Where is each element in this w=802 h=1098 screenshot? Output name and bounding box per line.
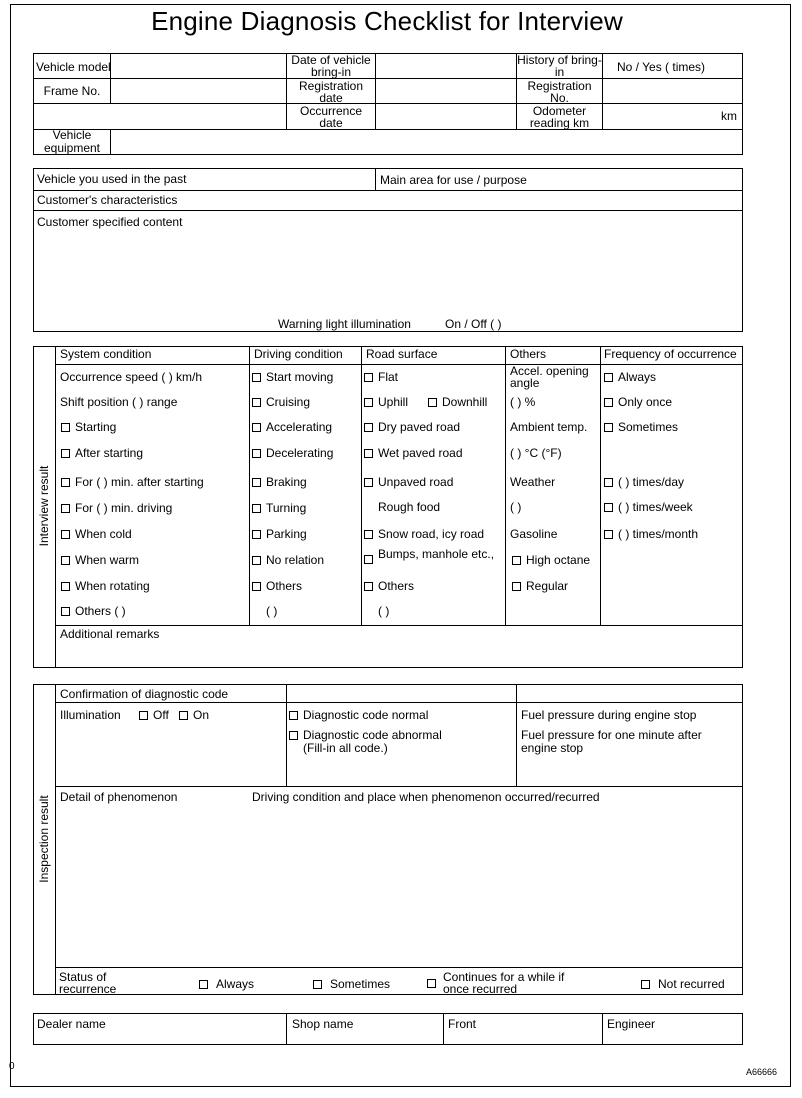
code-abnormal-item[interactable]: Diagnostic code abnormal <box>289 729 442 742</box>
header-system: System condition <box>60 347 152 361</box>
checkbox-icon[interactable] <box>289 711 298 720</box>
illumination-off-item[interactable]: Off <box>139 709 169 722</box>
dry-paved-item[interactable]: Dry paved road <box>364 421 460 434</box>
code-normal-item[interactable]: Diagnostic code normal <box>289 709 428 722</box>
no-relation-item[interactable]: No relation <box>252 554 324 567</box>
recurrence-not-recurred-item[interactable]: Not recurred <box>641 978 725 991</box>
header-road: Road surface <box>366 347 438 361</box>
always-item[interactable]: Always <box>604 371 656 384</box>
page-title: Engine Diagnosis Checklist for Interview <box>151 6 623 36</box>
confirmation-code-label: Confirmation of diagnostic code <box>60 687 229 701</box>
checkbox-icon[interactable] <box>61 504 70 513</box>
gasoline-label: Gasoline <box>510 527 558 541</box>
for-min-driving-item[interactable]: For ( ) min. driving <box>61 502 172 515</box>
checkbox-icon[interactable] <box>604 373 613 382</box>
checkbox-icon[interactable] <box>252 373 261 382</box>
ambient-temp-label: Ambient temp. <box>510 420 588 434</box>
recurrence-continues-item[interactable]: Continues for a while if once recurred <box>427 971 577 995</box>
weather-label: Weather <box>510 475 556 489</box>
times-per-week-item[interactable]: ( ) times/week <box>604 501 693 514</box>
checkbox-icon[interactable] <box>427 979 436 988</box>
checkbox-icon[interactable] <box>364 423 373 432</box>
past-vehicle-label: Vehicle you used in the past <box>37 172 187 186</box>
additional-remarks-label: Additional remarks <box>60 627 160 641</box>
recurrence-status-label: Status of recurrence <box>59 970 117 996</box>
checkbox-icon[interactable] <box>364 530 373 539</box>
illumination-label: Illumination <box>60 708 121 722</box>
sometimes-item[interactable]: Sometimes <box>604 421 678 434</box>
odometer-label: Odometer reading km <box>529 104 590 130</box>
times-per-day-item[interactable]: ( ) times/day <box>604 476 684 489</box>
braking-item[interactable]: Braking <box>252 476 307 489</box>
checkbox-icon[interactable] <box>364 555 373 564</box>
snow-road-item[interactable]: Snow road, icy road <box>364 528 484 541</box>
registration-no-label: Registration No. <box>527 79 592 105</box>
checkbox-icon[interactable] <box>364 373 373 382</box>
wet-paved-item[interactable]: Wet paved road <box>364 447 463 460</box>
checkbox-icon[interactable] <box>364 478 373 487</box>
dealer-name-label: Dealer name <box>37 1017 106 1031</box>
checkbox-icon[interactable] <box>428 398 437 407</box>
checkbox-icon[interactable] <box>641 980 650 989</box>
engineer-label: Engineer <box>607 1017 656 1031</box>
fuel-minute-label: Fuel pressure for one minute after engine stop <box>521 728 702 755</box>
checkbox-icon[interactable] <box>61 607 70 616</box>
fuel-stop-label: Fuel pressure during engine stop <box>521 708 697 722</box>
checkbox-icon[interactable] <box>252 504 261 513</box>
high-octane-item[interactable]: High octane <box>512 554 590 567</box>
downhill-item[interactable]: Downhill <box>428 396 487 409</box>
interview-side-label: Interview result <box>37 465 51 547</box>
history-value[interactable]: No / Yes ( times) <box>617 60 706 74</box>
recurrence-sometimes-item[interactable]: Sometimes <box>313 978 390 991</box>
warning-light-value[interactable]: On / Off ( ) <box>445 317 502 331</box>
checkbox-icon[interactable] <box>604 423 613 432</box>
driving-others-item[interactable]: Others <box>252 580 302 593</box>
checkbox-icon[interactable] <box>252 582 261 591</box>
turning-item[interactable]: Turning <box>252 502 306 515</box>
checkbox-icon[interactable] <box>252 556 261 565</box>
checkbox-icon[interactable] <box>61 556 70 565</box>
checkbox-icon[interactable] <box>252 449 261 458</box>
odometer-unit: km <box>721 109 737 123</box>
starting-item[interactable]: Starting <box>61 421 116 434</box>
only-once-item[interactable]: Only once <box>604 396 672 409</box>
checkbox-icon[interactable] <box>313 980 322 989</box>
checkbox-icon[interactable] <box>252 423 261 432</box>
regular-item[interactable]: Regular <box>512 580 568 593</box>
decelerating-item[interactable]: Decelerating <box>252 447 333 460</box>
characteristics-label: Customer's characteristics <box>37 193 178 207</box>
checkbox-icon[interactable] <box>61 582 70 591</box>
fill-in-note: (Fill-in all code.) <box>303 741 388 755</box>
main-area-label: Main area for use / purpose <box>380 173 527 187</box>
when-warm-item[interactable]: When warm <box>61 554 139 567</box>
checkbox-icon[interactable] <box>61 449 70 458</box>
checkbox-icon[interactable] <box>604 530 613 539</box>
checkbox-icon[interactable] <box>61 530 70 539</box>
driving-place-label: Driving condition and place when phenomenon occurred/recurred <box>252 790 600 804</box>
parking-item[interactable]: Parking <box>252 528 307 541</box>
cruising-item[interactable]: Cruising <box>252 396 310 409</box>
checkbox-icon[interactable] <box>604 478 613 487</box>
checkbox-icon[interactable] <box>199 980 208 989</box>
occurrence-date-label: Occurrence date <box>299 104 363 130</box>
checkbox-icon[interactable] <box>512 556 521 565</box>
frame-no-label: Frame No. <box>43 84 101 98</box>
front-label: Front <box>448 1017 477 1031</box>
occurrence-speed-field[interactable]: Occurrence speed ( ) km/h <box>60 370 203 384</box>
history-label: History of bring-in <box>517 53 602 79</box>
road-others-field[interactable]: ( ) <box>378 604 390 618</box>
checkbox-icon[interactable] <box>289 731 298 740</box>
checkbox-icon[interactable] <box>179 711 188 720</box>
header-driving: Driving condition <box>254 347 343 361</box>
detail-phenomenon-label: Detail of phenomenon <box>60 790 178 804</box>
accel-angle-label: Accel. opening angle <box>510 364 589 390</box>
recurrence-always-item[interactable]: Always <box>199 978 254 991</box>
flat-item[interactable]: Flat <box>364 371 398 384</box>
checkbox-icon[interactable] <box>364 449 373 458</box>
for-min-after-item[interactable]: For ( ) min. after starting <box>61 476 204 489</box>
checkbox-icon[interactable] <box>252 398 261 407</box>
bumps-item[interactable]: Bumps, manhole etc., <box>364 548 500 560</box>
checkbox-icon[interactable] <box>61 478 70 487</box>
checkbox-icon[interactable] <box>364 398 373 407</box>
illumination-on-item[interactable]: On <box>179 709 209 722</box>
checkbox-icon[interactable] <box>252 530 261 539</box>
checkbox-icon[interactable] <box>604 503 613 512</box>
after-starting-item[interactable]: After starting <box>61 447 143 460</box>
shop-name-label: Shop name <box>292 1017 354 1031</box>
checkbox-icon[interactable] <box>604 398 613 407</box>
page-marker: 0 <box>9 1061 15 1072</box>
warning-light-label: Warning light illumination <box>278 317 411 331</box>
specified-content-label: Customer specified content <box>37 215 183 229</box>
checkbox-icon[interactable] <box>252 478 261 487</box>
rough-road-label: Rough food <box>378 500 441 514</box>
driving-others-field[interactable]: ( ) <box>266 604 278 618</box>
unpaved-item[interactable]: Unpaved road <box>364 476 453 489</box>
times-per-month-item[interactable]: ( ) times/month <box>604 528 698 541</box>
weather-field[interactable]: ( ) <box>510 500 522 514</box>
vehicle-model-label: Vehicle model <box>36 60 111 74</box>
ambient-temp-field[interactable]: ( ) °C (°F) <box>510 446 562 460</box>
shift-position-field[interactable]: Shift position ( ) range <box>60 395 178 409</box>
accelerating-item[interactable]: Accelerating <box>252 421 332 434</box>
accel-angle-field[interactable]: ( ) % <box>510 395 536 409</box>
checkbox-icon[interactable] <box>512 582 521 591</box>
inspection-side-label: Inspection result <box>37 795 51 883</box>
vehicle-equipment-label: Vehicle equipment <box>43 128 101 155</box>
uphill-item[interactable]: Uphill <box>364 396 408 409</box>
header-others: Others <box>510 347 547 361</box>
document-code: A66666 <box>746 1067 778 1077</box>
system-others-item[interactable]: Others ( ) <box>61 605 126 618</box>
bring-in-date-label: Date of vehicle bring-in <box>291 53 371 79</box>
checkbox-icon[interactable] <box>61 423 70 432</box>
registration-date-label: Registration date <box>298 79 364 105</box>
when-rotating-item[interactable]: When rotating <box>61 580 150 593</box>
checkbox-icon[interactable] <box>139 711 148 720</box>
road-others-item[interactable]: Others <box>364 580 414 593</box>
header-frequency: Frequency of occurrence <box>604 347 737 361</box>
start-moving-item[interactable]: Start moving <box>252 371 333 384</box>
when-cold-item[interactable]: When cold <box>61 528 132 541</box>
checkbox-icon[interactable] <box>364 582 373 591</box>
